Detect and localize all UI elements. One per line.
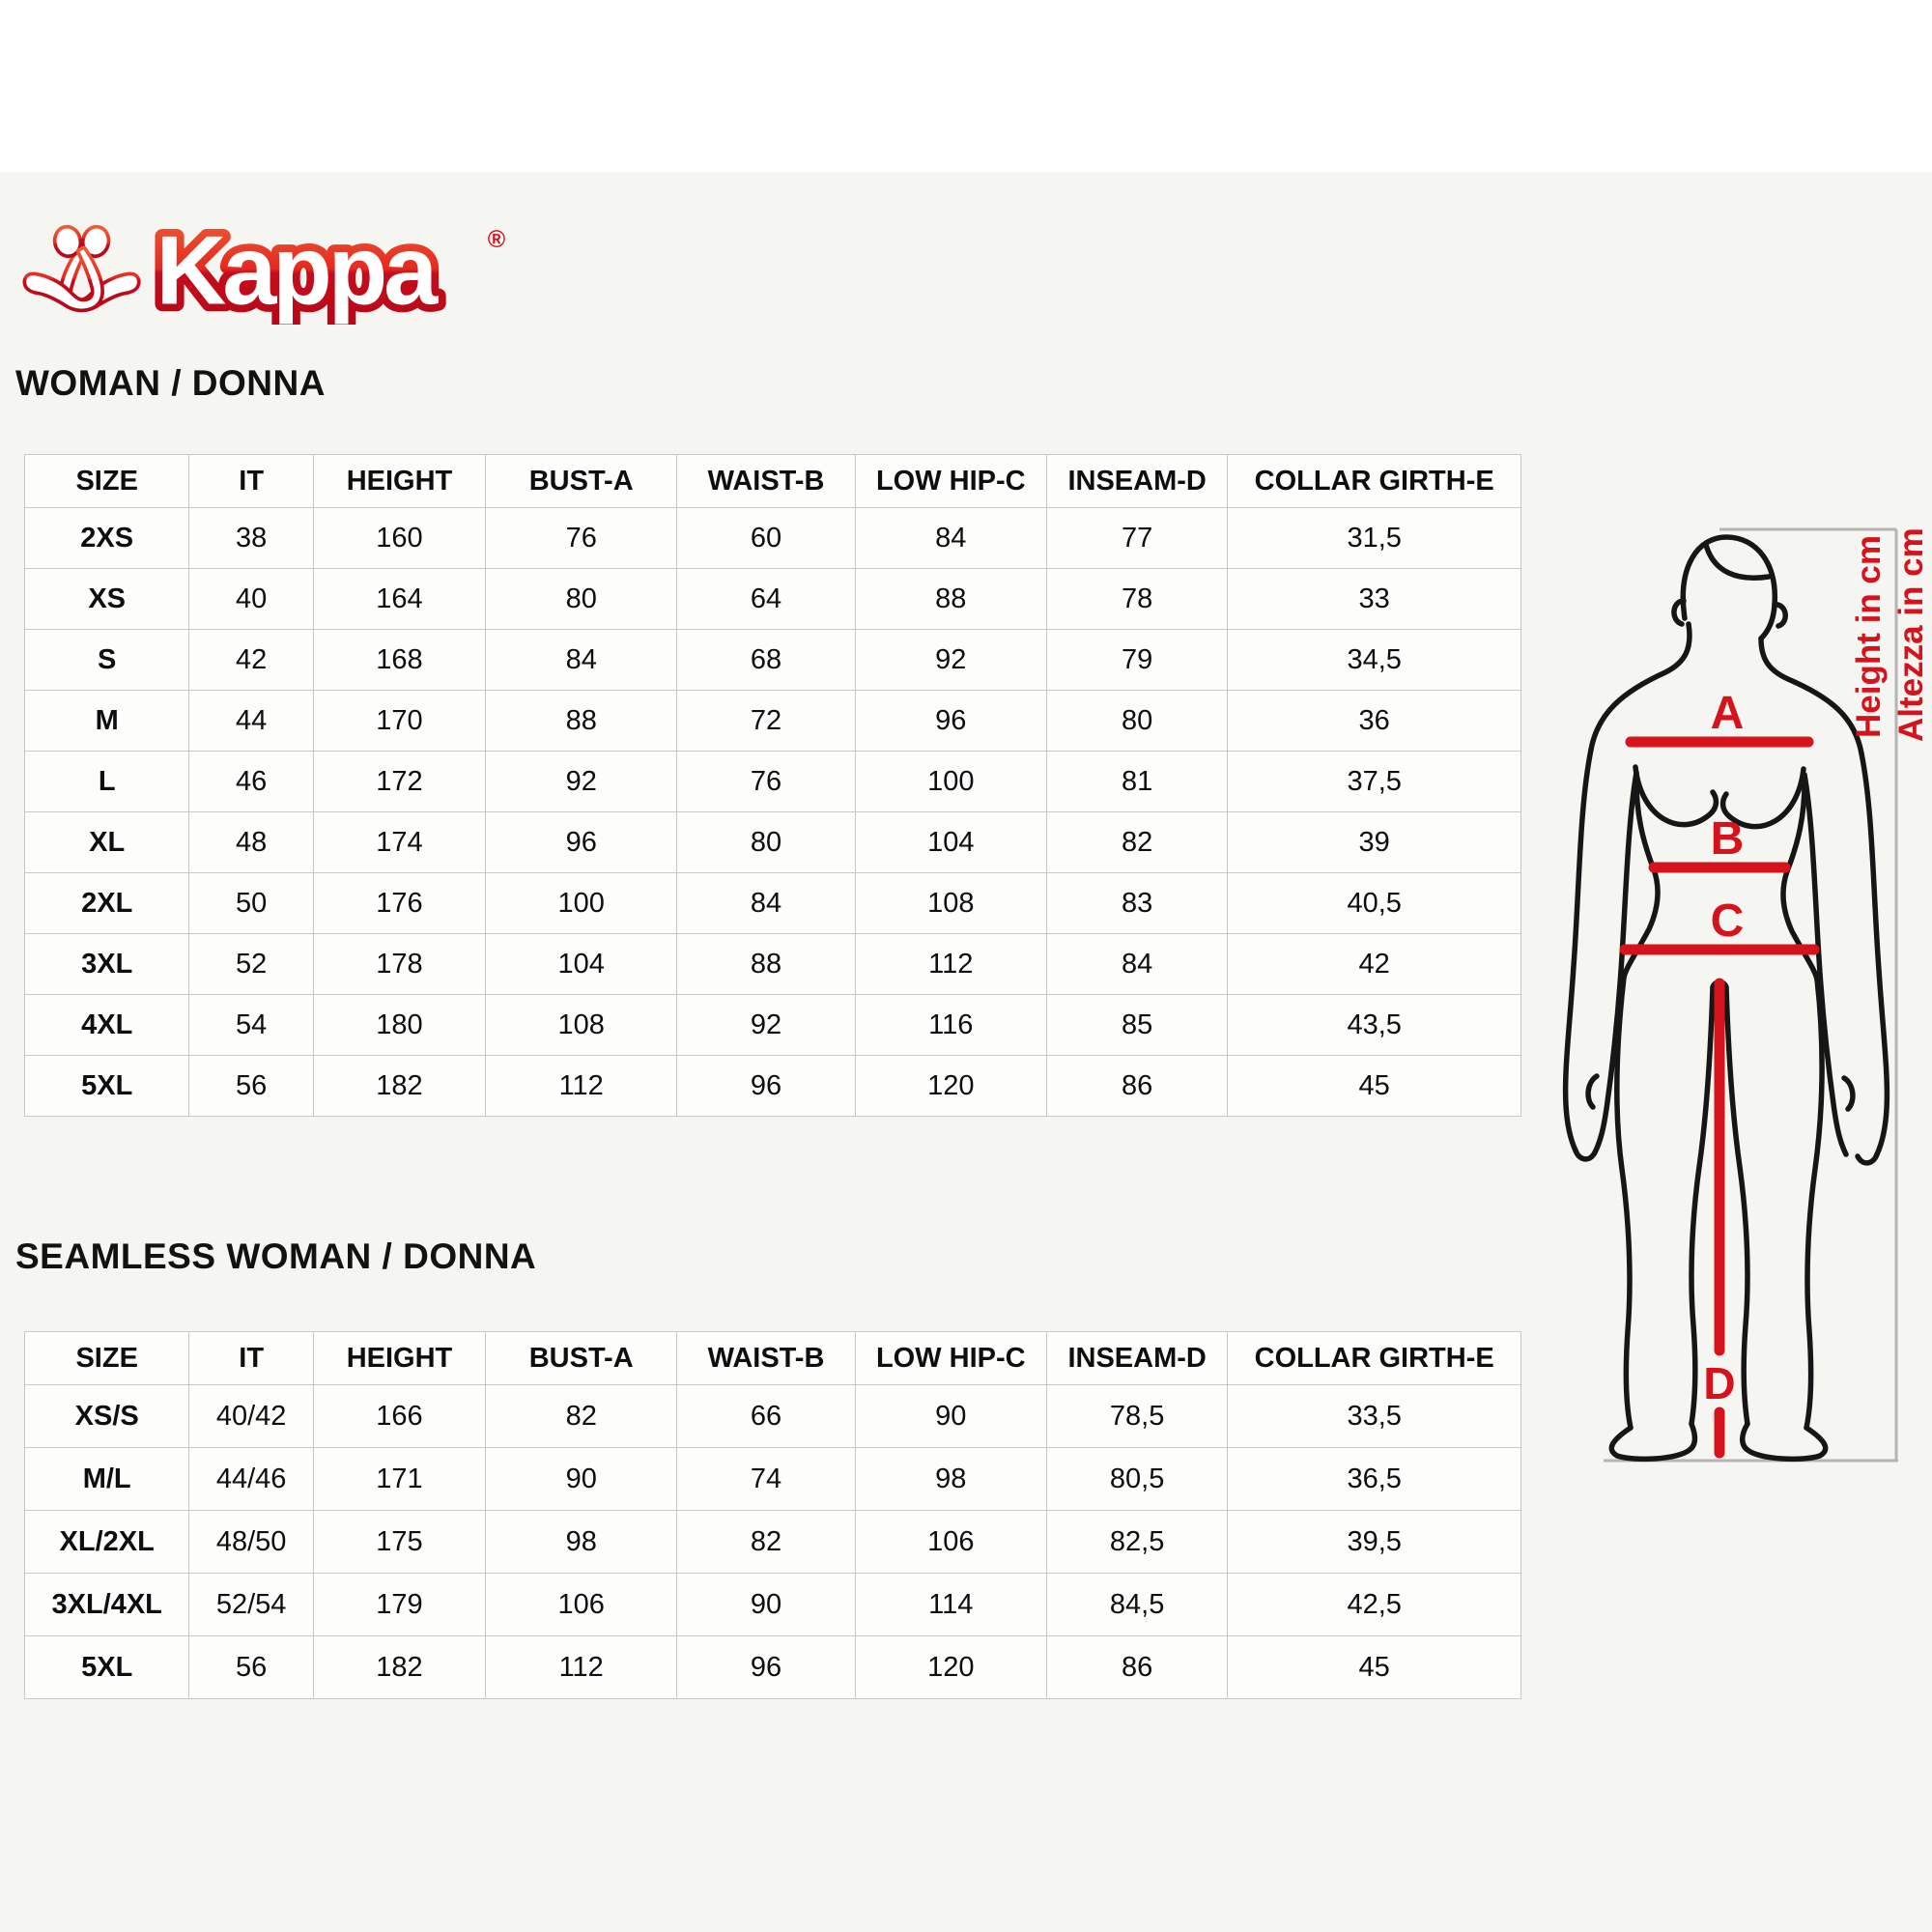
table-cell: 82	[1046, 812, 1227, 873]
table-cell: 48	[189, 812, 314, 873]
table-cell: 39,5	[1228, 1511, 1521, 1574]
table-row	[25, 508, 1521, 569]
table-cell: 72	[677, 691, 855, 752]
right-thumb	[1844, 1078, 1853, 1109]
table-cell: 90	[677, 1574, 855, 1636]
kappa-wordmark: Kappa	[156, 216, 435, 325]
table-cell: 80,5	[1046, 1448, 1227, 1511]
table-cell: 84,5	[1046, 1574, 1227, 1636]
column-header: WAIST-B	[677, 455, 855, 508]
table-row	[25, 934, 1521, 995]
table-cell: 96	[855, 691, 1046, 752]
column-header: IT	[189, 455, 314, 508]
size-cell: L	[25, 752, 189, 812]
table-cell: 88	[486, 691, 677, 752]
table-cell: 84	[1046, 934, 1227, 995]
woman-body-outline	[1566, 534, 1888, 1459]
table-cell: 182	[313, 1636, 485, 1699]
table-cell: 104	[855, 812, 1046, 873]
table-cell: 106	[855, 1511, 1046, 1574]
table-cell: 112	[486, 1056, 677, 1117]
table-cell: 114	[855, 1574, 1046, 1636]
table-cell: 48/50	[189, 1511, 314, 1574]
header-row	[25, 455, 1521, 508]
size-cell: 5XL	[25, 1636, 189, 1699]
table-cell: 76	[486, 508, 677, 569]
height-note-en: Height in cm	[1850, 534, 1888, 738]
column-header: INSEAM-D	[1046, 1332, 1227, 1385]
table-cell: 45	[1228, 1636, 1521, 1699]
table-row	[25, 752, 1521, 812]
table-cell: 106	[486, 1574, 677, 1636]
table-cell: 50	[189, 873, 314, 934]
table-cell: 172	[313, 752, 485, 812]
figure-illustration	[1536, 522, 1932, 1478]
table-cell: 168	[313, 630, 485, 691]
height-note-it: Altezza in cm	[1892, 527, 1930, 742]
table-row	[25, 691, 1521, 752]
kappa-logo-svg	[17, 211, 520, 325]
table-cell: 52	[189, 934, 314, 995]
table-cell: 37,5	[1228, 752, 1521, 812]
table-cell: 42	[1228, 934, 1521, 995]
size-cell: 2XL	[25, 873, 189, 934]
table-cell: 60	[677, 508, 855, 569]
column-header: INSEAM-D	[1046, 455, 1227, 508]
table-cell: 178	[313, 934, 485, 995]
table-cell: 44/46	[189, 1448, 314, 1511]
table-cell: 46	[189, 752, 314, 812]
table-cell: 45	[1228, 1056, 1521, 1117]
table-cell: 74	[677, 1448, 855, 1511]
table-row	[25, 1448, 1521, 1511]
table-cell: 166	[313, 1385, 485, 1448]
table-cell: 76	[677, 752, 855, 812]
table-cell: 68	[677, 630, 855, 691]
left-bust-curve	[1635, 767, 1716, 825]
column-header: SIZE	[25, 455, 189, 508]
table-row	[25, 1574, 1521, 1636]
table-cell: 176	[313, 873, 485, 934]
column-header: LOW HIP-C	[855, 1332, 1046, 1385]
hip-label: C	[1710, 895, 1745, 947]
bust-label: A	[1710, 688, 1745, 739]
table-cell: 92	[677, 995, 855, 1056]
table-row	[25, 1385, 1521, 1448]
table-cell: 88	[677, 934, 855, 995]
table-cell: 40	[189, 569, 314, 630]
table-cell: 66	[677, 1385, 855, 1448]
table-row	[25, 630, 1521, 691]
table-cell: 92	[486, 752, 677, 812]
table-cell: 100	[855, 752, 1046, 812]
table-cell: 31,5	[1228, 508, 1521, 569]
table-cell: 78	[1046, 569, 1227, 630]
table-row	[25, 1636, 1521, 1699]
table-cell: 182	[313, 1056, 485, 1117]
table-cell: 33,5	[1228, 1385, 1521, 1448]
table-cell: 64	[677, 569, 855, 630]
table-cell: 88	[855, 569, 1046, 630]
table-cell: 90	[855, 1385, 1046, 1448]
size-cell: M	[25, 691, 189, 752]
size-cell: M/L	[25, 1448, 189, 1511]
table-cell: 44	[189, 691, 314, 752]
table-cell: 52/54	[189, 1574, 314, 1636]
table-cell: 90	[486, 1448, 677, 1511]
table-cell: 98	[855, 1448, 1046, 1511]
section-title-woman: WOMAN / DONNA	[15, 363, 326, 403]
section-title-seamless-woman: SEAMLESS WOMAN / DONNA	[15, 1236, 537, 1276]
column-header: HEIGHT	[313, 455, 485, 508]
column-header: SIZE	[25, 1332, 189, 1385]
column-header: LOW HIP-C	[855, 455, 1046, 508]
table-cell: 112	[486, 1636, 677, 1699]
size-cell: 4XL	[25, 995, 189, 1056]
figure-svg	[1536, 522, 1932, 1478]
table-cell: 98	[486, 1511, 677, 1574]
table-cell: 38	[189, 508, 314, 569]
size-cell: S	[25, 630, 189, 691]
inseam-label: D	[1703, 1358, 1736, 1408]
table-cell: 33	[1228, 569, 1521, 630]
column-header: IT	[189, 1332, 314, 1385]
table-cell: 108	[486, 995, 677, 1056]
table-cell: 175	[313, 1511, 485, 1574]
table-cell: 80	[1046, 691, 1227, 752]
table-cell: 83	[1046, 873, 1227, 934]
table-cell: 160	[313, 508, 485, 569]
column-header: BUST-A	[486, 1332, 677, 1385]
left-thumb	[1588, 1076, 1597, 1107]
table-cell: 120	[855, 1636, 1046, 1699]
registered-mark-icon: ®	[487, 226, 506, 254]
table-cell: 40,5	[1228, 873, 1521, 934]
column-header: COLLAR GIRTH-E	[1228, 1332, 1521, 1385]
table-cell: 174	[313, 812, 485, 873]
table-cell: 80	[486, 569, 677, 630]
table-cell: 164	[313, 569, 485, 630]
kappa-logo	[17, 211, 520, 325]
table-cell: 86	[1046, 1056, 1227, 1117]
size-cell: 2XS	[25, 508, 189, 569]
size-cell: 5XL	[25, 1056, 189, 1117]
size-cell: 3XL	[25, 934, 189, 995]
table-cell: 79	[1046, 630, 1227, 691]
table-cell: 80	[677, 812, 855, 873]
table-cell: 170	[313, 691, 485, 752]
table-cell: 100	[486, 873, 677, 934]
table-cell: 86	[1046, 1636, 1227, 1699]
table-cell: 112	[855, 934, 1046, 995]
table-cell: 171	[313, 1448, 485, 1511]
table-cell: 104	[486, 934, 677, 995]
table-cell: 96	[486, 812, 677, 873]
table-cell: 92	[855, 630, 1046, 691]
table-cell: 81	[1046, 752, 1227, 812]
table-cell: 179	[313, 1574, 485, 1636]
table-cell: 34,5	[1228, 630, 1521, 691]
table-cell: 54	[189, 995, 314, 1056]
size-cell: XS	[25, 569, 189, 630]
table-row	[25, 873, 1521, 934]
column-header: HEIGHT	[313, 1332, 485, 1385]
table-row	[25, 569, 1521, 630]
table-cell: 180	[313, 995, 485, 1056]
top-white-band	[0, 0, 1932, 172]
column-header: BUST-A	[486, 455, 677, 508]
table-row	[25, 995, 1521, 1056]
table-cell: 78,5	[1046, 1385, 1227, 1448]
table-cell: 82	[677, 1511, 855, 1574]
column-header: WAIST-B	[677, 1332, 855, 1385]
left-foot	[1611, 1424, 1694, 1459]
table-cell: 84	[486, 630, 677, 691]
size-table-seamless	[24, 1331, 1521, 1699]
table-cell: 77	[1046, 508, 1227, 569]
table-cell: 56	[189, 1056, 314, 1117]
table-cell: 116	[855, 995, 1046, 1056]
size-cell: XL/2XL	[25, 1511, 189, 1574]
size-table-woman	[24, 454, 1521, 1117]
header-row	[25, 1332, 1521, 1385]
table-cell: 36,5	[1228, 1448, 1521, 1511]
table-cell: 40/42	[189, 1385, 314, 1448]
table-cell: 42	[189, 630, 314, 691]
column-header: COLLAR GIRTH-E	[1228, 455, 1521, 508]
table-cell: 85	[1046, 995, 1227, 1056]
kappa-omini-icon	[26, 226, 137, 308]
table-cell: 82,5	[1046, 1511, 1227, 1574]
table-row	[25, 812, 1521, 873]
size-cell: XL	[25, 812, 189, 873]
table-cell: 108	[855, 873, 1046, 934]
table-cell: 120	[855, 1056, 1046, 1117]
table-cell: 84	[855, 508, 1046, 569]
table-cell: 84	[677, 873, 855, 934]
table-cell: 96	[677, 1636, 855, 1699]
right-foot	[1743, 1424, 1826, 1459]
waist-label: B	[1710, 813, 1745, 865]
table-cell: 39	[1228, 812, 1521, 873]
table-row	[25, 1511, 1521, 1574]
table-cell: 56	[189, 1636, 314, 1699]
size-cell: XS/S	[25, 1385, 189, 1448]
size-cell: 3XL/4XL	[25, 1574, 189, 1636]
table-cell: 96	[677, 1056, 855, 1117]
table-row	[25, 1056, 1521, 1117]
table-cell: 43,5	[1228, 995, 1521, 1056]
table-cell: 36	[1228, 691, 1521, 752]
table-cell: 82	[486, 1385, 677, 1448]
table-cell: 42,5	[1228, 1574, 1521, 1636]
